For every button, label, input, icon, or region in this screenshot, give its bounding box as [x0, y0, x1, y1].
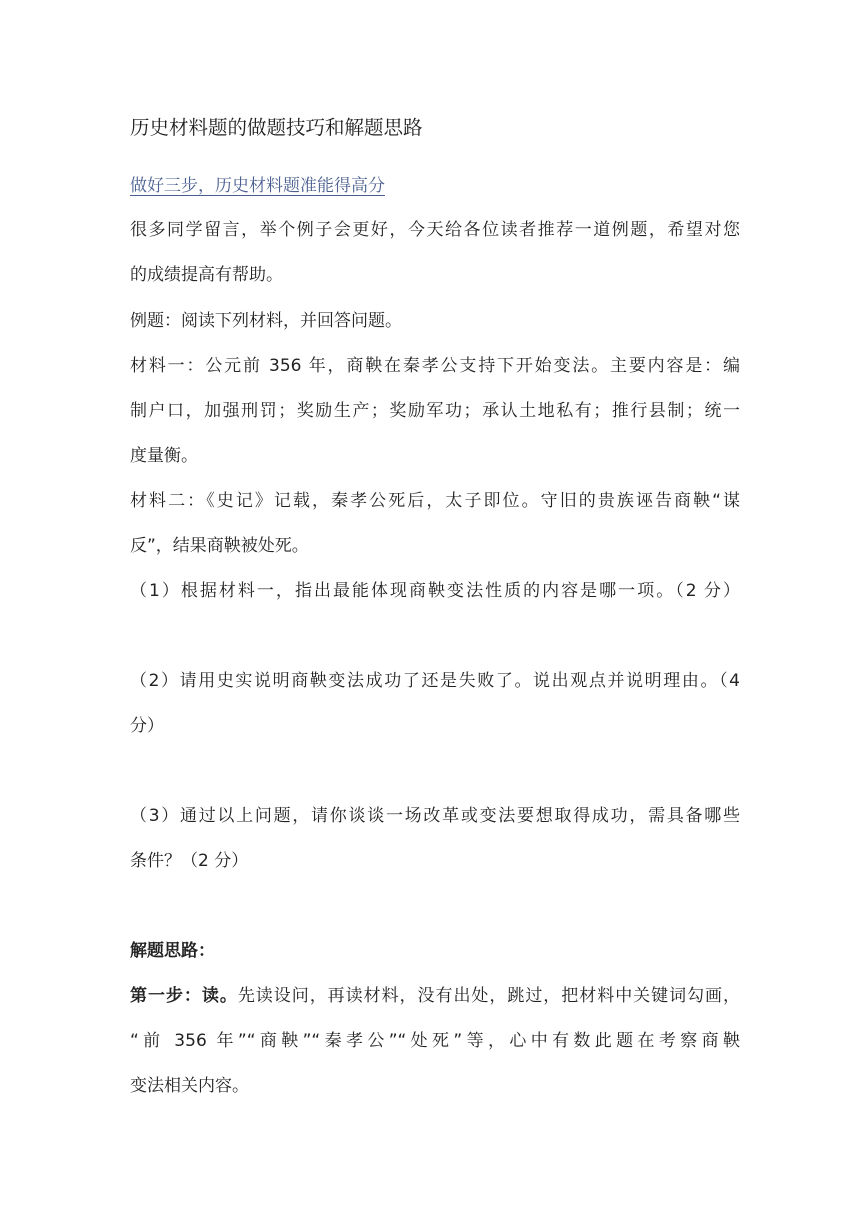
- intro-line-1: 很多同学留言，举个例子会更好，今天给各位读者推荐一道例题，希望对您: [130, 220, 740, 240]
- step1-line-3: 变法相关内容。: [130, 1076, 249, 1096]
- material2-line-1: 材料二：《史记》记载，秦孝公死后，太子即位。守旧的贵族诬告商鞅“谋: [130, 491, 740, 511]
- material1-line-2: 制户口，加强刑罚；奖励生产；奖励军功；承认土地私有；推行县制；统一: [130, 401, 740, 421]
- material2-line-2: 反”，结果商鞅被处死。: [130, 536, 309, 556]
- question-3-line-2: 条件？（2 分）: [130, 851, 249, 871]
- example-prompt: 例题：阅读下列材料，并回答问题。: [130, 311, 402, 331]
- subtitle-link[interactable]: 做好三步，历史材料题准能得高分: [130, 176, 385, 196]
- question-3-line-1: （3）通过以上问题，请你谈谈一场改革或变法要想取得成功，需具备哪些: [130, 806, 740, 826]
- question-1: （1）根据材料一，指出最能体现商鞅变法性质的内容是哪一项。（2 分）: [130, 581, 740, 601]
- material1-line-3: 度量衡。: [130, 446, 198, 466]
- solution-heading: [130, 939, 740, 963]
- step1-line-1: [130, 984, 740, 1008]
- intro-line-2: 的成绩提高有帮助。: [130, 265, 283, 285]
- step1-label: 第一步：读。: [130, 986, 238, 1006]
- solution-heading-text: 解题思路：: [130, 941, 215, 961]
- step1-text: 先读设问，再读材料，没有出处，跳过，把材料中关键词勾画，: [237, 986, 740, 1006]
- document-title: 历史材料题的做题技巧和解题思路: [130, 116, 423, 139]
- question-2-line-1: （2）请用史实说明商鞅变法成功了还是失败了。说出观点并说明理由。（4: [130, 671, 740, 691]
- question-2-line-2: 分）: [130, 716, 164, 736]
- step1-line-2: “前 356 年”“商鞅”“秦孝公”“处死”等，心中有数此题在考察商鞅: [130, 1031, 740, 1051]
- material1-line-1: 材料一：公元前 356 年，商鞅在秦孝公支持下开始变法。主要内容是：编: [130, 356, 740, 376]
